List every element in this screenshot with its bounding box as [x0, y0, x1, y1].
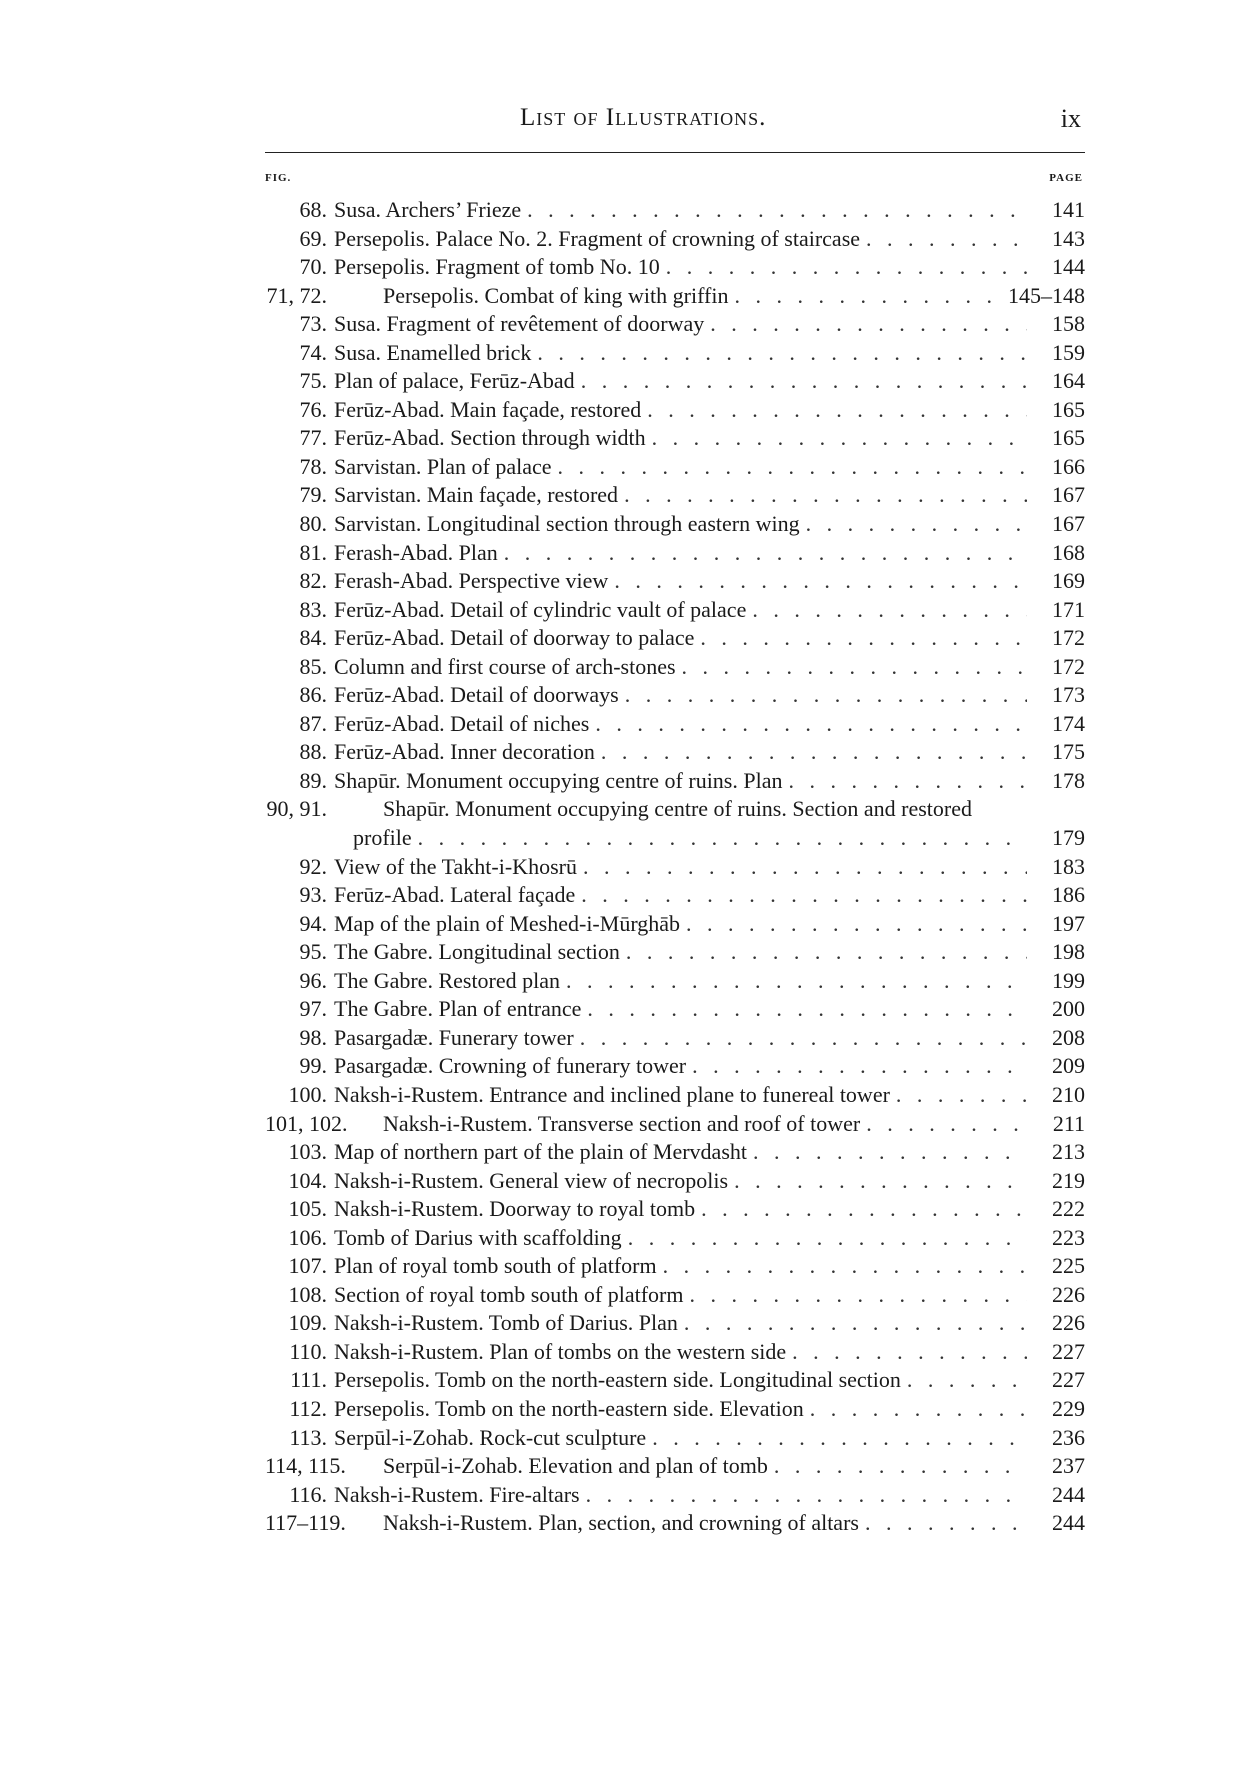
caption-line	[334, 1366, 1085, 1395]
list-item	[265, 767, 1085, 796]
list-item	[265, 967, 1085, 996]
dot-leader	[498, 539, 1027, 568]
caption-line	[383, 1509, 1085, 1538]
figure-number: 90, 91.	[266, 796, 327, 822]
caption-line	[383, 282, 1085, 311]
list-item	[265, 1252, 1085, 1281]
page-number: ix	[1060, 104, 1081, 133]
dot-leader	[684, 1281, 1028, 1310]
caption-line	[334, 396, 1085, 425]
caption-line	[334, 624, 1085, 653]
figure-number: 103.	[288, 1139, 327, 1165]
list-item	[265, 481, 1085, 510]
caption-line	[334, 339, 1085, 368]
page-reference: 208	[1052, 1024, 1085, 1050]
list-item	[265, 367, 1085, 396]
list-item	[265, 1052, 1085, 1081]
figure-number: 109.	[288, 1310, 327, 1336]
dot-leader	[560, 967, 1027, 996]
dot-leader	[657, 1252, 1027, 1281]
list-item	[265, 1024, 1085, 1053]
caption-line	[334, 853, 1085, 882]
page-reference: 165	[1052, 396, 1085, 422]
caption-line	[334, 310, 1085, 339]
caption-line	[334, 967, 1085, 996]
page-reference: 199	[1052, 967, 1085, 993]
list-item	[265, 1424, 1085, 1453]
caption-line	[334, 1281, 1085, 1310]
caption-text: Susa. Fragment of revêtement of doorway	[334, 310, 704, 339]
page-reference: 200	[1052, 996, 1085, 1022]
dot-leader	[695, 1195, 1027, 1224]
list-item	[265, 1338, 1085, 1367]
list-item	[265, 1452, 1085, 1481]
caption-line	[334, 1024, 1085, 1053]
page-reference: 210	[1052, 1081, 1085, 1107]
page-reference: 244	[1052, 1481, 1085, 1507]
page-reference: 229	[1052, 1395, 1085, 1421]
caption-line	[334, 367, 1085, 396]
illustrations-list	[265, 196, 1085, 1538]
figure-number: 77.	[299, 425, 327, 451]
list-item	[265, 282, 1085, 311]
caption-line	[334, 1252, 1085, 1281]
page-reference: 237	[1052, 1453, 1085, 1479]
dot-leader	[804, 1395, 1027, 1424]
list-item	[265, 424, 1085, 453]
figure-number: 98.	[299, 1024, 327, 1050]
figure-number: 113.	[289, 1424, 327, 1450]
dot-leader	[595, 738, 1027, 767]
list-item	[265, 539, 1085, 568]
list-item	[265, 225, 1085, 254]
page-reference: 172	[1052, 625, 1085, 651]
list-item	[265, 795, 1085, 824]
figure-number: 94.	[299, 910, 327, 936]
caption-text: Map of northern part of the plain of Mervdasht	[334, 1138, 747, 1167]
caption-line	[334, 1338, 1085, 1367]
dot-leader	[577, 853, 1027, 882]
caption-line	[334, 1424, 1085, 1453]
page-column-heading: PAGE	[1049, 172, 1083, 184]
caption-text: Pasargadæ. Funerary tower	[334, 1024, 574, 1053]
list-item	[265, 1509, 1085, 1538]
figure-number: 84.	[299, 625, 327, 651]
caption-text: Persepolis. Fragment of tomb No. 10	[334, 253, 660, 282]
dot-leader	[676, 653, 1027, 682]
caption-text: Naksh-i-Rustem. Plan of tombs on the western side	[334, 1338, 786, 1367]
caption-text: Sarvistan. Plan of palace	[334, 453, 552, 482]
caption-line	[334, 995, 1085, 1024]
caption-line	[334, 681, 1085, 710]
list-item	[265, 853, 1085, 882]
list-item	[265, 881, 1085, 910]
caption-line	[334, 910, 1085, 939]
list-item	[265, 824, 1085, 853]
page-reference: 209	[1052, 1053, 1085, 1079]
page-reference: 173	[1052, 682, 1085, 708]
figure-number: 97.	[299, 996, 327, 1022]
dot-leader	[860, 225, 1027, 254]
header-rule	[265, 152, 1085, 153]
figure-number: 73.	[299, 311, 327, 337]
list-item	[265, 196, 1085, 225]
page-reference: 144	[1052, 254, 1085, 280]
page-reference: 171	[1052, 596, 1085, 622]
dot-leader	[620, 938, 1027, 967]
list-item	[265, 653, 1085, 682]
caption-text: Shapūr. Monument occupying centre of ruins. Plan	[334, 767, 782, 796]
figure-number: 92.	[299, 853, 327, 879]
list-item	[265, 1481, 1085, 1510]
page-reference: 166	[1052, 453, 1085, 479]
caption-line	[383, 795, 1085, 824]
figure-number: 78.	[299, 453, 327, 479]
caption-line	[334, 225, 1085, 254]
figure-number: 93.	[299, 882, 327, 908]
list-item	[265, 1167, 1085, 1196]
figure-number: 111.	[290, 1367, 327, 1393]
list-item	[265, 596, 1085, 625]
dot-leader	[728, 1167, 1027, 1196]
figure-number: 104.	[288, 1167, 327, 1193]
list-item	[265, 453, 1085, 482]
figure-number: 105.	[288, 1196, 327, 1222]
caption-line	[334, 481, 1085, 510]
caption-line	[334, 1167, 1085, 1196]
caption-line	[334, 1195, 1085, 1224]
caption-text: Pasargadæ. Crowning of funerary tower	[334, 1052, 686, 1081]
caption-line	[334, 510, 1085, 539]
list-item	[265, 1395, 1085, 1424]
caption-text: Naksh-i-Rustem. Doorway to royal tomb	[334, 1195, 695, 1224]
list-item	[265, 938, 1085, 967]
dot-leader	[860, 1110, 1027, 1139]
caption-line	[334, 567, 1085, 596]
figure-number: 82.	[299, 568, 327, 594]
caption-text: Ferūz-Abad. Lateral façade	[334, 881, 575, 910]
caption-line	[334, 1138, 1085, 1167]
list-item	[265, 567, 1085, 596]
figure-number: 76.	[299, 396, 327, 422]
caption-text: The Gabre. Plan of entrance	[334, 995, 581, 1024]
caption-line	[334, 1224, 1085, 1253]
caption-text: Naksh-i-Rustem. Tomb of Darius. Plan	[334, 1309, 678, 1338]
caption-text: The Gabre. Longitudinal section	[334, 938, 620, 967]
figure-number: 117–119.	[265, 1510, 346, 1536]
caption-text: Ferūz-Abad. Detail of doorway to palace	[334, 624, 694, 653]
dot-leader	[622, 1224, 1027, 1253]
page-reference: 211	[1052, 1110, 1085, 1136]
caption-text: The Gabre. Restored plan	[334, 967, 560, 996]
page-reference: 183	[1052, 853, 1085, 879]
dot-leader	[589, 710, 1027, 739]
caption-text: Persepolis. Palace No. 2. Fragment of crowning of staircase	[334, 225, 860, 254]
dot-leader	[678, 1309, 1027, 1338]
caption-line	[334, 767, 1085, 796]
caption-line	[334, 253, 1085, 282]
caption-line	[334, 653, 1085, 682]
list-item	[265, 1309, 1085, 1338]
list-item	[265, 1081, 1085, 1110]
caption-text: Shapūr. Monument occupying centre of ruins. Section and restored	[383, 795, 972, 824]
dot-leader	[608, 567, 1027, 596]
list-item	[265, 253, 1085, 282]
dot-leader	[581, 995, 1027, 1024]
page-reference: 178	[1052, 767, 1085, 793]
page-reference: 223	[1052, 1224, 1085, 1250]
list-item	[265, 1366, 1085, 1395]
figure-number: 114, 115.	[265, 1453, 346, 1479]
dot-leader	[800, 510, 1027, 539]
list-item	[265, 1138, 1085, 1167]
figure-number: 87.	[299, 710, 327, 736]
caption-text: Map of the plain of Meshed-i-Mūrghāb	[334, 910, 680, 939]
caption-text: Serpūl-i-Zohab. Rock-cut sculpture	[334, 1424, 646, 1453]
fig-column-heading: FIG.	[265, 172, 292, 184]
dot-leader	[859, 1509, 1027, 1538]
caption-text: Persepolis. Combat of king with griffin	[383, 282, 728, 311]
figure-number: 70.	[299, 254, 327, 280]
list-item	[265, 1195, 1085, 1224]
list-item	[265, 339, 1085, 368]
page-reference: 197	[1052, 910, 1085, 936]
page-header	[265, 92, 1085, 140]
dot-leader	[782, 767, 1027, 796]
figure-number: 86.	[299, 682, 327, 708]
caption-text: Ferūz-Abad. Detail of niches	[334, 710, 589, 739]
caption-text: Sarvistan. Main façade, restored	[334, 481, 618, 510]
caption-text: Naksh-i-Rustem. Plan, section, and crowning of altars	[383, 1509, 859, 1538]
caption-line	[353, 824, 1085, 853]
caption-line	[334, 738, 1085, 767]
page-reference: 226	[1052, 1310, 1085, 1336]
figure-number: 110.	[289, 1338, 327, 1364]
caption-line	[334, 710, 1085, 739]
caption-text: Serpūl-i-Zohab. Elevation and plan of tomb	[383, 1452, 768, 1481]
page-reference: 213	[1052, 1139, 1085, 1165]
list-item	[265, 910, 1085, 939]
dot-leader	[901, 1366, 1027, 1395]
figure-number: 99.	[299, 1053, 327, 1079]
page-reference: 168	[1052, 539, 1085, 565]
caption-line	[334, 881, 1085, 910]
caption-line	[334, 1309, 1085, 1338]
dot-leader	[641, 396, 1027, 425]
page-reference	[972, 795, 1030, 824]
caption-text: Ferūz-Abad. Detail of doorways	[334, 681, 619, 710]
dot-leader	[618, 481, 1027, 510]
caption-text: Naksh-i-Rustem. General view of necropolis	[334, 1167, 728, 1196]
dot-leader	[728, 282, 1002, 311]
dot-leader	[680, 910, 1027, 939]
dot-leader	[890, 1081, 1027, 1110]
dot-leader	[412, 824, 1027, 853]
dot-leader	[768, 1452, 1027, 1481]
list-item	[265, 396, 1085, 425]
caption-text: Susa. Enamelled brick	[334, 339, 531, 368]
dot-leader	[521, 196, 1027, 225]
caption-text: View of the Takht-i-Khosrū	[334, 853, 577, 882]
caption-text: Naksh-i-Rustem. Entrance and inclined plane to funereal tower	[334, 1081, 890, 1110]
page-reference: 159	[1052, 339, 1085, 365]
page-reference: 186	[1052, 882, 1085, 908]
page-reference: 143	[1052, 225, 1085, 251]
dot-leader	[552, 453, 1028, 482]
list-item	[265, 310, 1085, 339]
list-item	[265, 510, 1085, 539]
figure-number: 75.	[299, 368, 327, 394]
figure-number: 71, 72.	[266, 282, 327, 308]
dot-leader	[786, 1338, 1027, 1367]
caption-text: Ferash-Abad. Perspective view	[334, 567, 608, 596]
caption-text: Naksh-i-Rustem. Fire-altars	[334, 1481, 580, 1510]
caption-text: Ferūz-Abad. Detail of cylindric vault of palace	[334, 596, 746, 625]
figure-number: 95.	[299, 939, 327, 965]
dot-leader	[746, 596, 1027, 625]
figure-number: 108.	[288, 1281, 327, 1307]
dot-leader	[646, 1424, 1027, 1453]
figure-number: 74.	[299, 339, 327, 365]
figure-number: 101, 102.	[265, 1110, 348, 1136]
caption-line	[383, 1452, 1085, 1481]
dot-leader	[575, 367, 1027, 396]
dot-leader	[747, 1138, 1027, 1167]
list-item	[265, 710, 1085, 739]
figure-number: 100.	[288, 1081, 327, 1107]
dot-leader	[580, 1481, 1027, 1510]
dot-leader	[531, 339, 1027, 368]
caption-text: Persepolis. Tomb on the north-eastern side. Longitudinal section	[334, 1366, 901, 1395]
dot-leader	[694, 624, 1027, 653]
caption-text: Ferūz-Abad. Main façade, restored	[334, 396, 641, 425]
page-reference: 219	[1052, 1167, 1085, 1193]
page-reference: 227	[1052, 1367, 1085, 1393]
caption-text: Naksh-i-Rustem. Transverse section and roof of tower	[383, 1110, 860, 1139]
caption-line	[334, 1481, 1085, 1510]
page-reference: 227	[1052, 1338, 1085, 1364]
dot-leader	[646, 424, 1027, 453]
list-item	[265, 1110, 1085, 1139]
page-reference: 169	[1052, 568, 1085, 594]
page-reference: 225	[1052, 1253, 1085, 1279]
caption-text: Section of royal tomb south of platform	[334, 1281, 684, 1310]
page-reference: 167	[1052, 482, 1085, 508]
caption-text: Column and first course of arch-stones	[334, 653, 676, 682]
page-reference: 167	[1052, 511, 1085, 537]
dot-leader	[660, 253, 1027, 282]
figure-number: 79.	[299, 482, 327, 508]
caption-line	[334, 1395, 1085, 1424]
list-item	[265, 1224, 1085, 1253]
page-reference: 175	[1052, 739, 1085, 765]
caption-text: profile	[353, 824, 412, 853]
figure-number: 112.	[289, 1395, 327, 1421]
caption-text: Plan of royal tomb south of platform	[334, 1252, 657, 1281]
caption-line	[383, 1110, 1085, 1139]
caption-line	[334, 938, 1085, 967]
page-reference: 198	[1052, 939, 1085, 965]
caption-text: Tomb of Darius with scaffolding	[334, 1224, 622, 1253]
caption-text: Susa. Archers’ Frieze	[334, 196, 521, 225]
figure-number: 89.	[299, 767, 327, 793]
page-reference: 165	[1052, 425, 1085, 451]
dot-leader	[575, 881, 1027, 910]
list-item	[265, 738, 1085, 767]
caption-line	[334, 539, 1085, 568]
list-item	[265, 1281, 1085, 1310]
caption-line	[334, 1052, 1085, 1081]
figure-number: 85.	[299, 653, 327, 679]
page-reference: 222	[1052, 1196, 1085, 1222]
list-item	[265, 624, 1085, 653]
page-reference: 145–148	[1008, 282, 1085, 308]
caption-text: Plan of palace, Ferūz-Abad	[334, 367, 575, 396]
column-headings	[265, 172, 1085, 190]
figure-number: 88.	[299, 739, 327, 765]
figure-number: 116.	[289, 1481, 327, 1507]
figure-number: 69.	[299, 225, 327, 251]
running-title: List of Illustrations.	[520, 104, 767, 131]
caption-text: Ferūz-Abad. Inner decoration	[334, 738, 595, 767]
page-reference: 244	[1052, 1510, 1085, 1536]
caption-line	[334, 596, 1085, 625]
dot-leader	[619, 681, 1027, 710]
figure-number: 80.	[299, 511, 327, 537]
dot-leader	[704, 310, 1027, 339]
dot-leader	[686, 1052, 1027, 1081]
caption-text: Persepolis. Tomb on the north-eastern side. Elevation	[334, 1395, 804, 1424]
page-reference: 236	[1052, 1424, 1085, 1450]
caption-line	[334, 1081, 1085, 1110]
figure-number: 68.	[299, 197, 327, 222]
caption-text: Sarvistan. Longitudinal section through eastern wing	[334, 510, 800, 539]
caption-line	[334, 453, 1085, 482]
page-reference: 172	[1052, 653, 1085, 679]
list-item	[265, 681, 1085, 710]
page-reference: 164	[1052, 368, 1085, 394]
caption-text: Ferūz-Abad. Section through width	[334, 424, 646, 453]
page-reference: 226	[1052, 1281, 1085, 1307]
caption-line	[334, 424, 1085, 453]
figure-number: 96.	[299, 967, 327, 993]
page-reference: 179	[1052, 825, 1085, 851]
page-reference: 158	[1052, 311, 1085, 337]
figure-number: 83.	[299, 596, 327, 622]
dot-leader	[574, 1024, 1027, 1053]
list-item	[265, 995, 1085, 1024]
caption-line	[334, 196, 1085, 225]
page-reference: 174	[1052, 710, 1085, 736]
figure-number: 81.	[299, 539, 327, 565]
figure-number: 106.	[288, 1224, 327, 1250]
figure-number: 107.	[288, 1253, 327, 1279]
page-reference: 141	[1052, 197, 1085, 222]
caption-text: Ferash-Abad. Plan	[334, 539, 498, 568]
